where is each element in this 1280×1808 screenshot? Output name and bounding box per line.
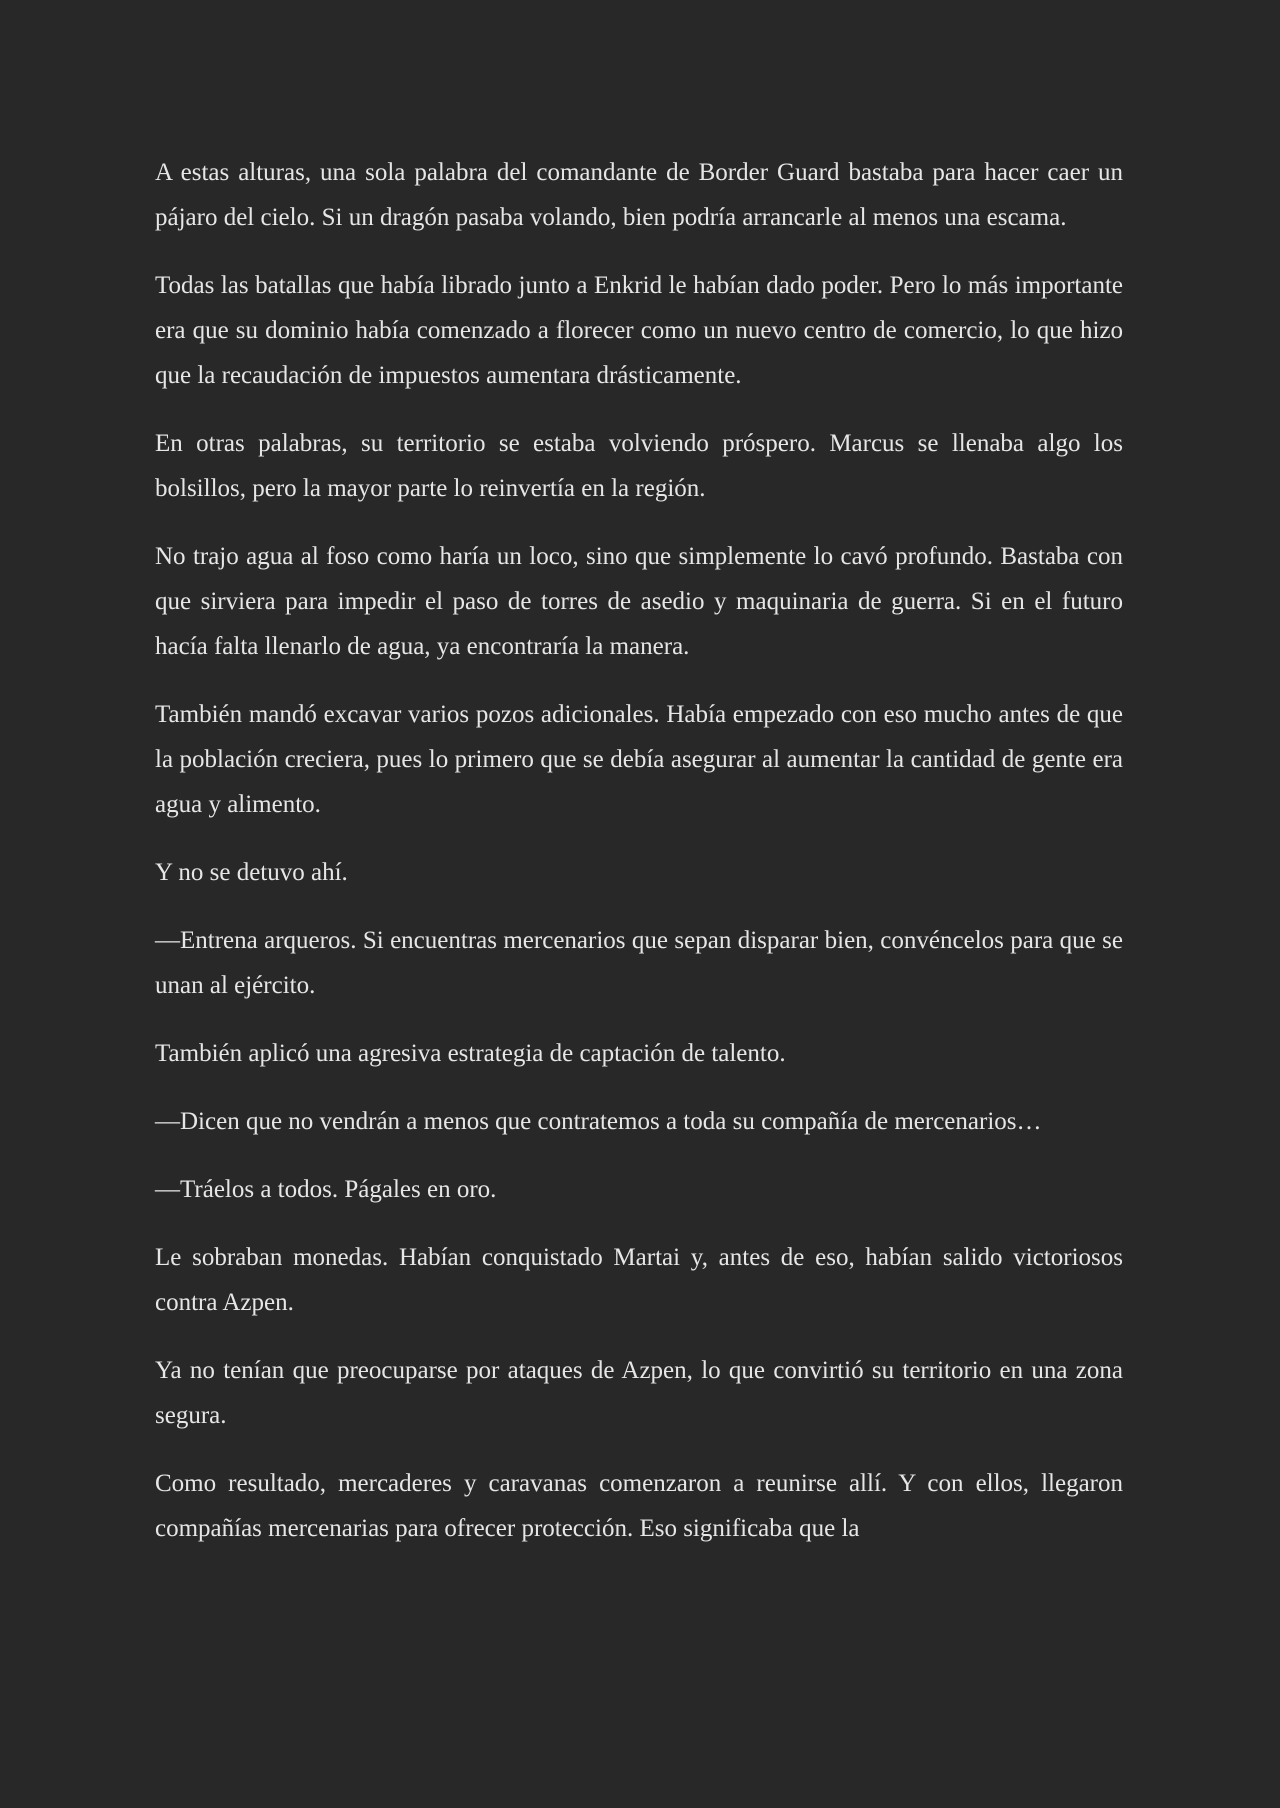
paragraph-11: Le sobraban monedas. Habían conquistado Martai y, antes de eso, habían salido victoriosos contra Azpen.: [155, 1244, 1123, 1316]
paragraph-10: —Tráelos a todos. Págales en oro.: [155, 1176, 497, 1203]
paragraph-12: Ya no tenían que preocuparse por ataques de Azpen, lo que convirtió su territorio en una zona segura.: [155, 1357, 1123, 1429]
paragraph-5: También mandó excavar varios pozos adicionales. Había empezado con eso mucho antes de que la población creciera, pues lo primero que se debía asegurar al aumentar la cantidad de gente era agua y alimento.: [155, 701, 1123, 818]
paragraph-1: A estas alturas, una sola palabra del comandante de Border Guard bastaba para hacer caer un pájaro del cielo. Si un dragón pasaba volando, bien podría arrancarle al menos una escama.: [155, 159, 1123, 231]
paragraph-6: Y no se detuvo ahí.: [155, 859, 348, 886]
reader-page: [155, 150, 1123, 1574]
paragraph-9: —Dicen que no vendrán a menos que contratemos a toda su compañía de mercenarios…: [155, 1108, 1042, 1135]
paragraph-7: —Entrena arqueros. Si encuentras mercenarios que sepan disparar bien, convéncelos para que se unan al ejército.: [155, 927, 1123, 999]
paragraph-4: No trajo agua al foso como haría un loco, sino que simplemente lo cavó profundo. Bastaba con que sirviera para impedir el paso de torres de asedio y maquinaria de guerra. Si en el futuro hacía falta llenarlo de agua, ya encontraría la manera.: [155, 543, 1123, 660]
paragraph-2: Todas las batallas que había librado junto a Enkrid le habían dado poder. Pero lo más importante era que su dominio había comenzado a florecer como un nuevo centro de comercio, lo que hizo que la recaudación de impuestos aumentara drásticamente.: [155, 272, 1123, 389]
paragraph-8: También aplicó una agresiva estrategia de captación de talento.: [155, 1040, 786, 1067]
paragraph-13: Como resultado, mercaderes y caravanas comenzaron a reunirse allí. Y con ellos, llegaron compañías mercenarias para ofrecer protección. Eso significaba que la: [155, 1470, 1123, 1542]
paragraph-3: En otras palabras, su territorio se estaba volviendo próspero. Marcus se llenaba algo los bolsillos, pero la mayor parte lo reinvertía en la región.: [155, 430, 1123, 502]
